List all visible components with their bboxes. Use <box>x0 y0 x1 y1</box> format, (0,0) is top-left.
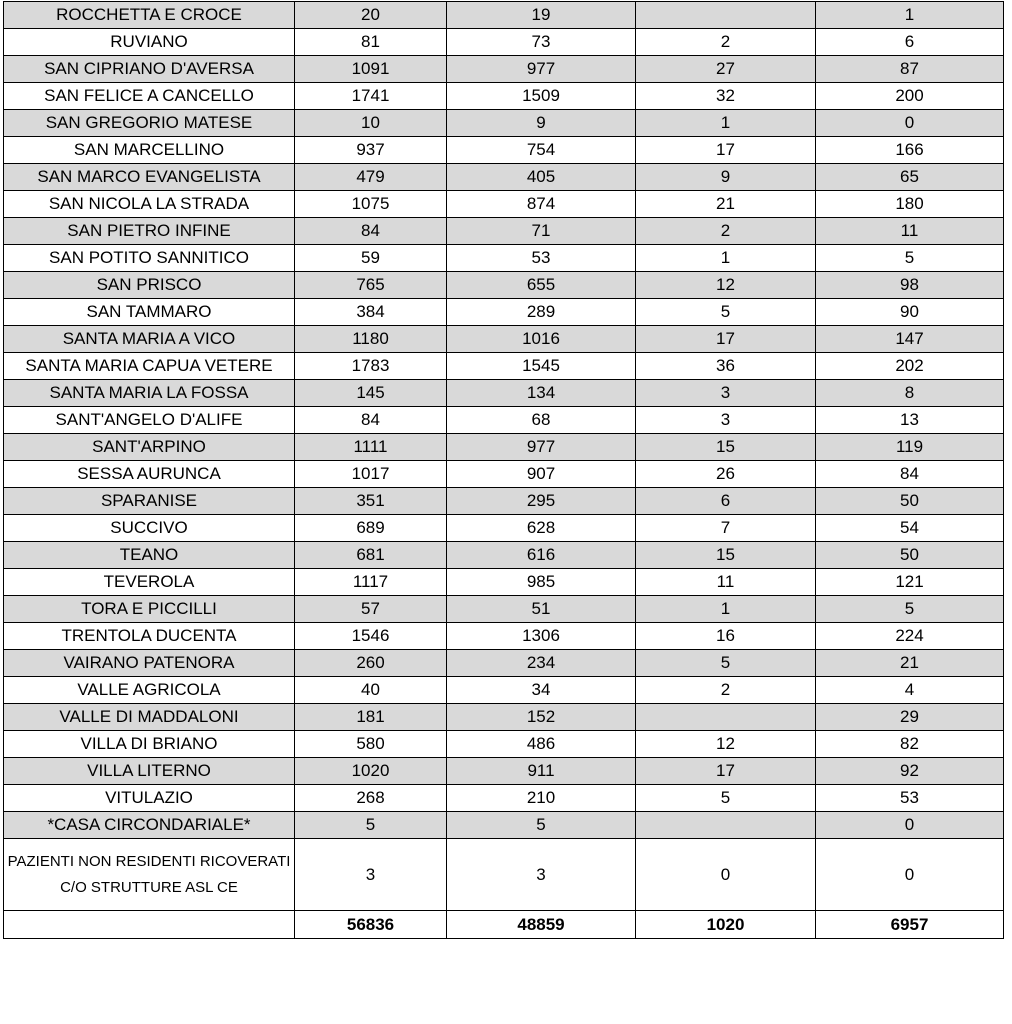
value-cell-4: 50 <box>816 488 1004 515</box>
value-cell-1: 3 <box>295 839 447 911</box>
value-cell-2: 234 <box>447 650 636 677</box>
value-cell-4: 84 <box>816 461 1004 488</box>
value-cell-2: 51 <box>447 596 636 623</box>
value-cell-4: 202 <box>816 353 1004 380</box>
value-cell-2: 71 <box>447 218 636 245</box>
value-cell-1: 20 <box>295 2 447 29</box>
value-cell-1: 5 <box>295 812 447 839</box>
table-row <box>4 515 1004 542</box>
value-cell-3: 3 <box>636 380 816 407</box>
value-cell-1: 681 <box>295 542 447 569</box>
value-cell-2: 907 <box>447 461 636 488</box>
total-value-cell-4: 6957 <box>816 911 1004 939</box>
value-cell-4: 11 <box>816 218 1004 245</box>
value-cell-4: 224 <box>816 623 1004 650</box>
municipality-name-cell: VALLE DI MADDALONI <box>4 704 295 731</box>
value-cell-2: 754 <box>447 137 636 164</box>
municipality-name-cell: VILLA DI BRIANO <box>4 731 295 758</box>
value-cell-2: 210 <box>447 785 636 812</box>
municipality-name-cell: SAN NICOLA LA STRADA <box>4 191 295 218</box>
municipality-name-cell: SPARANISE <box>4 488 295 515</box>
total-value-cell-1: 56836 <box>295 911 447 939</box>
municipality-name-cell: SANTA MARIA A VICO <box>4 326 295 353</box>
table-row <box>4 353 1004 380</box>
table-row <box>4 677 1004 704</box>
municipality-name-cell: TEANO <box>4 542 295 569</box>
municipality-name-cell: SAN PRISCO <box>4 272 295 299</box>
municipality-name-cell: PAZIENTI NON RESIDENTI RICOVERATI C/O STRUTTURE ASL CE <box>4 839 295 911</box>
value-cell-1: 145 <box>295 380 447 407</box>
table-row <box>4 623 1004 650</box>
table-row <box>4 839 1004 911</box>
value-cell-2: 628 <box>447 515 636 542</box>
value-cell-4: 53 <box>816 785 1004 812</box>
municipality-name-cell: TORA E PICCILLI <box>4 596 295 623</box>
value-cell-2: 9 <box>447 110 636 137</box>
value-cell-1: 937 <box>295 137 447 164</box>
value-cell-3: 12 <box>636 272 816 299</box>
table-row <box>4 137 1004 164</box>
value-cell-3: 21 <box>636 191 816 218</box>
value-cell-2: 68 <box>447 407 636 434</box>
value-cell-2: 1509 <box>447 83 636 110</box>
value-cell-4: 200 <box>816 83 1004 110</box>
value-cell-2: 53 <box>447 245 636 272</box>
value-cell-4: 87 <box>816 56 1004 83</box>
value-cell-3: 9 <box>636 164 816 191</box>
value-cell-1: 765 <box>295 272 447 299</box>
municipality-name-cell: SAN FELICE A CANCELLO <box>4 83 295 110</box>
municipality-name-cell: SANT'ANGELO D'ALIFE <box>4 407 295 434</box>
total-label-cell <box>4 911 295 939</box>
value-cell-1: 57 <box>295 596 447 623</box>
table-row <box>4 731 1004 758</box>
value-cell-4: 90 <box>816 299 1004 326</box>
value-cell-2: 73 <box>447 29 636 56</box>
municipality-name-cell: VAIRANO PATENORA <box>4 650 295 677</box>
value-cell-4: 29 <box>816 704 1004 731</box>
value-cell-2: 1306 <box>447 623 636 650</box>
table-row <box>4 785 1004 812</box>
value-cell-3: 15 <box>636 434 816 461</box>
value-cell-2: 152 <box>447 704 636 731</box>
value-cell-2: 985 <box>447 569 636 596</box>
value-cell-1: 260 <box>295 650 447 677</box>
municipality-name-cell: *CASA CIRCONDARIALE* <box>4 812 295 839</box>
value-cell-3: 6 <box>636 488 816 515</box>
value-cell-3: 5 <box>636 650 816 677</box>
value-cell-2: 1545 <box>447 353 636 380</box>
municipality-name-cell: SANT'ARPINO <box>4 434 295 461</box>
value-cell-4: 4 <box>816 677 1004 704</box>
value-cell-1: 10 <box>295 110 447 137</box>
table-row <box>4 596 1004 623</box>
value-cell-1: 1091 <box>295 56 447 83</box>
value-cell-3: 17 <box>636 326 816 353</box>
municipality-name-cell: SAN CIPRIANO D'AVERSA <box>4 56 295 83</box>
table-row <box>4 299 1004 326</box>
value-cell-3 <box>636 2 816 29</box>
value-cell-1: 689 <box>295 515 447 542</box>
value-cell-1: 1741 <box>295 83 447 110</box>
municipality-name-cell: SAN MARCELLINO <box>4 137 295 164</box>
value-cell-4: 50 <box>816 542 1004 569</box>
value-cell-2: 5 <box>447 812 636 839</box>
value-cell-1: 84 <box>295 218 447 245</box>
municipality-name-cell: SAN GREGORIO MATESE <box>4 110 295 137</box>
value-cell-2: 19 <box>447 2 636 29</box>
value-cell-3: 2 <box>636 218 816 245</box>
value-cell-3: 16 <box>636 623 816 650</box>
value-cell-4: 0 <box>816 812 1004 839</box>
value-cell-4: 180 <box>816 191 1004 218</box>
table-row <box>4 245 1004 272</box>
value-cell-2: 134 <box>447 380 636 407</box>
table-row <box>4 380 1004 407</box>
total-value-cell-3: 1020 <box>636 911 816 939</box>
value-cell-1: 351 <box>295 488 447 515</box>
municipality-data-table <box>3 1 1004 939</box>
value-cell-2: 289 <box>447 299 636 326</box>
value-cell-1: 1020 <box>295 758 447 785</box>
total-value-cell-2: 48859 <box>447 911 636 939</box>
value-cell-4: 1 <box>816 2 1004 29</box>
value-cell-1: 1117 <box>295 569 447 596</box>
table-row <box>4 569 1004 596</box>
value-cell-3: 36 <box>636 353 816 380</box>
value-cell-3: 1 <box>636 245 816 272</box>
value-cell-1: 384 <box>295 299 447 326</box>
table-row <box>4 110 1004 137</box>
value-cell-4: 166 <box>816 137 1004 164</box>
table-row <box>4 758 1004 785</box>
value-cell-3: 1 <box>636 596 816 623</box>
table-row <box>4 2 1004 29</box>
value-cell-4: 6 <box>816 29 1004 56</box>
value-cell-1: 580 <box>295 731 447 758</box>
value-cell-2: 874 <box>447 191 636 218</box>
municipality-name-cell: SAN PIETRO INFINE <box>4 218 295 245</box>
table-body <box>4 2 1004 939</box>
value-cell-4: 82 <box>816 731 1004 758</box>
table-row <box>4 56 1004 83</box>
value-cell-2: 977 <box>447 56 636 83</box>
value-cell-4: 8 <box>816 380 1004 407</box>
value-cell-3: 7 <box>636 515 816 542</box>
value-cell-4: 13 <box>816 407 1004 434</box>
table-row <box>4 407 1004 434</box>
value-cell-1: 181 <box>295 704 447 731</box>
municipality-name-cell: TEVEROLA <box>4 569 295 596</box>
total-row <box>4 911 1004 939</box>
table-row <box>4 29 1004 56</box>
municipality-name-cell: ROCCHETTA E CROCE <box>4 2 295 29</box>
value-cell-1: 40 <box>295 677 447 704</box>
value-cell-3: 27 <box>636 56 816 83</box>
municipality-name-cell: RUVIANO <box>4 29 295 56</box>
value-cell-3: 26 <box>636 461 816 488</box>
value-cell-4: 54 <box>816 515 1004 542</box>
value-cell-4: 65 <box>816 164 1004 191</box>
value-cell-4: 121 <box>816 569 1004 596</box>
value-cell-3: 3 <box>636 407 816 434</box>
value-cell-4: 5 <box>816 245 1004 272</box>
value-cell-1: 1783 <box>295 353 447 380</box>
table-row <box>4 272 1004 299</box>
value-cell-1: 1546 <box>295 623 447 650</box>
value-cell-3 <box>636 812 816 839</box>
municipality-name-cell: SESSA AURUNCA <box>4 461 295 488</box>
value-cell-3: 2 <box>636 29 816 56</box>
table-row <box>4 191 1004 218</box>
value-cell-4: 119 <box>816 434 1004 461</box>
value-cell-4: 147 <box>816 326 1004 353</box>
municipality-name-cell: SAN MARCO EVANGELISTA <box>4 164 295 191</box>
table-row <box>4 488 1004 515</box>
value-cell-3: 17 <box>636 137 816 164</box>
municipality-name-cell: SANTA MARIA CAPUA VETERE <box>4 353 295 380</box>
value-cell-1: 1075 <box>295 191 447 218</box>
value-cell-1: 479 <box>295 164 447 191</box>
value-cell-4: 0 <box>816 110 1004 137</box>
value-cell-4: 0 <box>816 839 1004 911</box>
value-cell-3: 12 <box>636 731 816 758</box>
table-row <box>4 434 1004 461</box>
value-cell-1: 59 <box>295 245 447 272</box>
table-row <box>4 164 1004 191</box>
value-cell-3: 32 <box>636 83 816 110</box>
table-row <box>4 650 1004 677</box>
value-cell-1: 84 <box>295 407 447 434</box>
value-cell-3: 5 <box>636 785 816 812</box>
value-cell-2: 655 <box>447 272 636 299</box>
table-row <box>4 326 1004 353</box>
value-cell-2: 405 <box>447 164 636 191</box>
municipality-name-cell: VITULAZIO <box>4 785 295 812</box>
municipality-name-cell: SAN POTITO SANNITICO <box>4 245 295 272</box>
value-cell-2: 3 <box>447 839 636 911</box>
municipality-name-cell: SAN TAMMARO <box>4 299 295 326</box>
value-cell-2: 486 <box>447 731 636 758</box>
value-cell-4: 5 <box>816 596 1004 623</box>
municipality-name-cell: VILLA LITERNO <box>4 758 295 785</box>
table-row <box>4 542 1004 569</box>
municipality-name-cell: SANTA MARIA LA FOSSA <box>4 380 295 407</box>
value-cell-2: 911 <box>447 758 636 785</box>
value-cell-1: 81 <box>295 29 447 56</box>
value-cell-2: 1016 <box>447 326 636 353</box>
table-row <box>4 218 1004 245</box>
value-cell-3: 5 <box>636 299 816 326</box>
value-cell-2: 977 <box>447 434 636 461</box>
value-cell-1: 1017 <box>295 461 447 488</box>
value-cell-1: 1180 <box>295 326 447 353</box>
value-cell-3 <box>636 704 816 731</box>
table-row <box>4 704 1004 731</box>
value-cell-3: 0 <box>636 839 816 911</box>
value-cell-2: 295 <box>447 488 636 515</box>
table-row <box>4 461 1004 488</box>
value-cell-3: 15 <box>636 542 816 569</box>
value-cell-2: 616 <box>447 542 636 569</box>
municipality-name-cell: TRENTOLA DUCENTA <box>4 623 295 650</box>
table-row <box>4 812 1004 839</box>
table-row <box>4 83 1004 110</box>
value-cell-1: 268 <box>295 785 447 812</box>
municipality-name-cell: SUCCIVO <box>4 515 295 542</box>
value-cell-3: 1 <box>636 110 816 137</box>
value-cell-4: 98 <box>816 272 1004 299</box>
value-cell-4: 92 <box>816 758 1004 785</box>
value-cell-4: 21 <box>816 650 1004 677</box>
value-cell-1: 1111 <box>295 434 447 461</box>
municipality-name-cell: VALLE AGRICOLA <box>4 677 295 704</box>
value-cell-3: 11 <box>636 569 816 596</box>
value-cell-3: 17 <box>636 758 816 785</box>
value-cell-3: 2 <box>636 677 816 704</box>
value-cell-2: 34 <box>447 677 636 704</box>
